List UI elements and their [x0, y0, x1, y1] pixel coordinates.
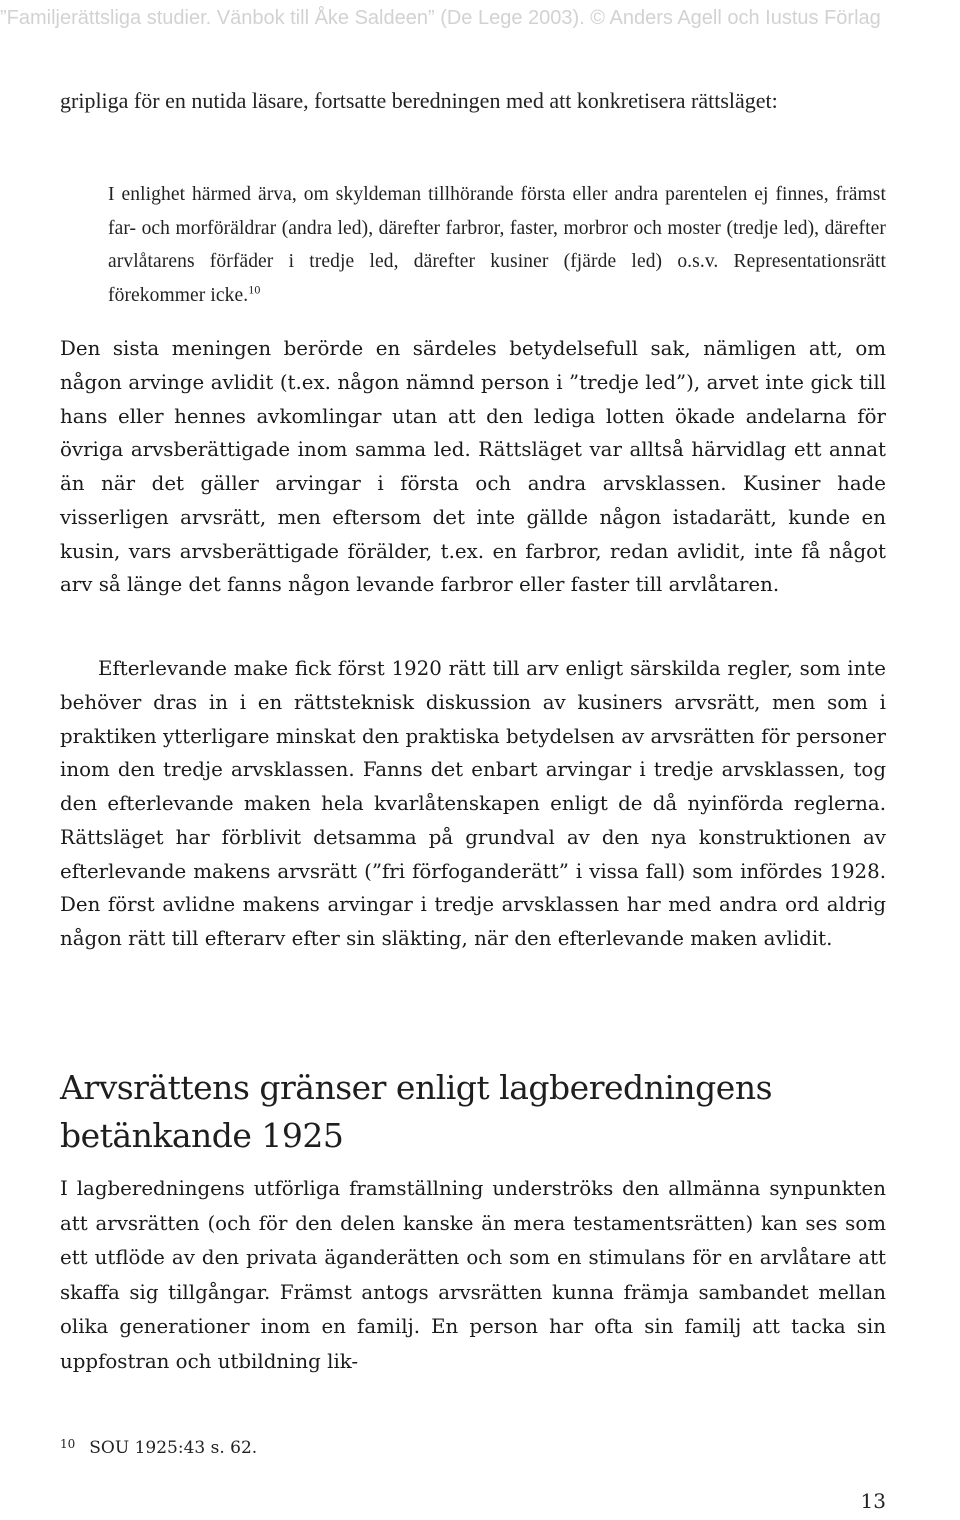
intro-paragraph: gripliga för en nutida läsare, fortsatte beredningen med att konkretisera rättsläget: [60, 88, 778, 113]
block-quote-text: I enlighet härmed ärva, om skyldeman tillhörande första eller andra parentelen ej finnes, främst far- och morföräldrar (andra led), därefter farbror, faster, morbror och moster (tredje led), därefter arvlåtarens förfäder i tredje led, därefter kusiner (fjärde led) o.s.v. Representationsrätt förekommer icke. [108, 184, 886, 306]
paragraph-4: I lagberedningens utförliga framställning underströks den allmänna synpunkten att arvsrätten (och för den delen kanske än mera testamentsrätten) kan ses som ett utflöde av den privata äganderätten och som en stimulans för en arvlåtare att skaffa sig tillgångar. Främst antogs arvsrätten kunna främja sambandet mellan olika generationer inom en familj. En person har ofta sin familj att tacka sin uppfostran och utbildning lik- [60, 1177, 886, 1373]
footnote-number: 10 [60, 1437, 76, 1451]
footnote-reference[interactable]: 10 [248, 282, 261, 296]
footnote [60, 1436, 660, 1460]
section-heading: Arvsrättens gränser enligt lagberedningens betänkande 1925 [60, 1068, 773, 1155]
paragraph-3: Efterlevande make fick först 1920 rätt till arv enligt särskilda regler, som inte behöver dras in i en rättsteknisk diskussion av kusiners arvsrätt, men som i praktiken ytterligare minskat den praktiska betydelsen av arvsrätten för personer inom den tredje arvsklassen. Fanns det enbart arvingar i tredje arvsklassen, tog den efterlevande maken hela kvarlåtenskapen enligt de då nyinförda reglerna. Rättsläget har förblivit detsamma på grundval av den nya konstruktionen av efterlevande makens arvsrätt (”fri förfoganderätt” i vissa fall) som infördes 1928. Den först avlidne makens arvingar i tredje arvsklassen har med andra ord aldrig någon rätt till efterarv efter sin släkting, när den efterlevande maken avlidit. [60, 657, 886, 950]
page-number: 13 [860, 1489, 886, 1513]
footnote-text: SOU 1925:43 s. 62. [89, 1438, 258, 1458]
running-header: ”Familjerättsliga studier. Vänbok till Åke Saldeen” (De Lege 2003). © Anders Agell och Iustus Förlag [0, 7, 881, 29]
block-quote [108, 178, 886, 312]
paragraph-2: Den sista meningen berörde en särdeles betydelsefull sak, nämligen att, om någon arvinge avlidit (t.ex. någon nämnd person i ”tredje led”), arvet inte gick till hans eller hennes avkomlingar utan att den lediga lotten ökade andelarna för övriga arvsberättigade inom samma led. Rättsläget var alltså härvidlag ett annat än när det gäller arvingar i första och andra arvsklassen. Kusiner hade visserligen arvsrätt, men eftersom det inte gällde någon istadarätt, kunde en kusin, vars arvsberättigade förälder, t.ex. en farbror, redan avlidit, inte få något arv så länge det fanns någon levande farbror eller faster till arvlåtaren. [60, 337, 886, 597]
